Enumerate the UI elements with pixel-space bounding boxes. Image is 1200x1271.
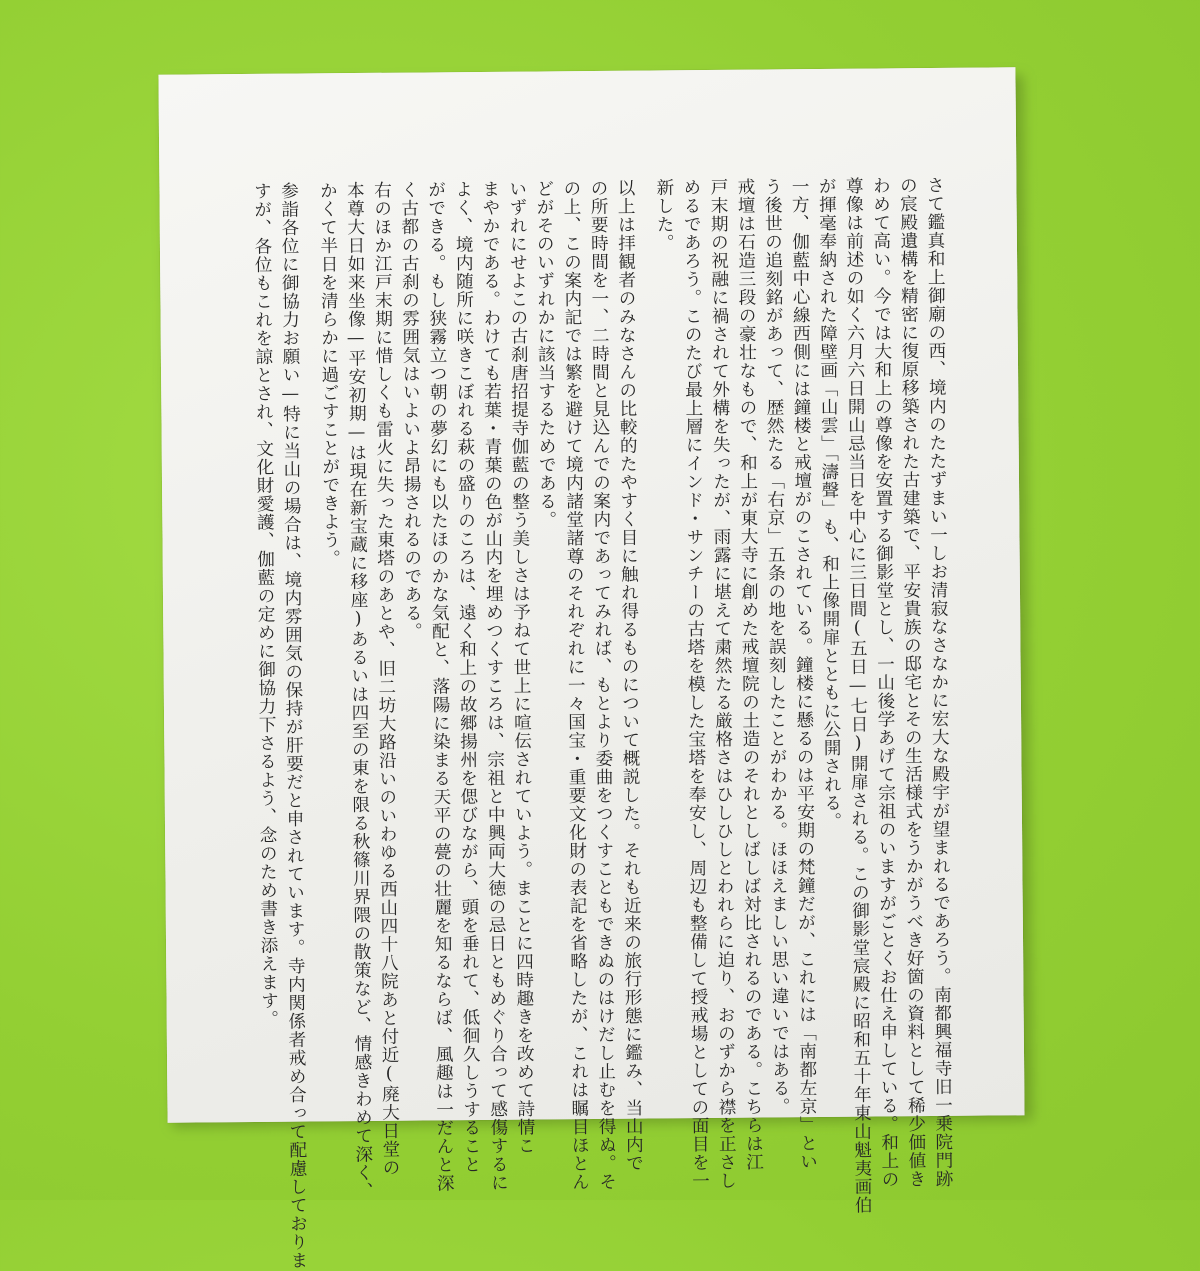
text-column: 戸末期の祝融に禍されて外構を失ったが、雨露に堪えて粛然たる厳格さはひしひしとわれらに迫り、おのずから襟を正さし bbox=[707, 177, 737, 1190]
text-column: の所要時間を一、二時間と見込んでの案内であってみれば、もとより委曲をつくすこともできぬのはけだし止むを得ぬ。そ bbox=[587, 178, 617, 1191]
text-column: さて鑑真和上御廟の西、境内のたたずまい一しお清寂なさなかに宏大な殿宇が望まれるであろう。南都興福寺旧一乗院門跡 bbox=[924, 175, 954, 1189]
text-column: すが、各位もこれを諒とされ、文化財愛護、伽藍の定めに御協力下さるよう、念のため書き添えます。 bbox=[251, 181, 279, 1029]
text-column: よく、境内随所に咲きこぼれる萩の盛りのころは、遠く和上の故郷揚州を偲びながら、頭を垂れて、低徊久しうすること bbox=[452, 180, 482, 1174]
vertical-text-body bbox=[242, 175, 954, 1270]
text-column: 戒壇は石造三段の豪壮なもので、和上が東大寺に創めた戒壇院の土造のそれとしばしば対比されるのである。こちらは江 bbox=[734, 177, 764, 1172]
text-column: う後世の追刻銘があって、歴然たる「右京」五条の地を誤刻したことがわかる。ほほえましい思い違いではある。 bbox=[761, 177, 791, 1116]
text-column: かくて半日を清らかに過ごすことができよう。 bbox=[317, 181, 341, 568]
text-column: 一方、伽藍中心線西側には鐘楼と戒壇がのこされている。鐘楼に懸るのは平安期の梵鐘だが、これには「南都左京」とい bbox=[789, 177, 818, 1171]
text-column: の上、この案内記では繁を避けて境内諸堂諸尊のそれぞれに一々国宝・重要文化財の表記を省略したが、これは瞩目ほとん bbox=[560, 179, 590, 1192]
text-column: 以上は拝観者のみなさんの比較的たやすく目に触れ得るものについて概説した。それも近来の旅行形態に鑑み、当山内で bbox=[614, 178, 644, 1173]
text-column: 尊像は前述の如く六月六日開山忌当日を中心に三日間(五日—七日)開扉される。この御影堂宸殿に昭和五十年東山魁夷画伯 bbox=[843, 176, 873, 1215]
text-column: 参詣各位に御協力お願い—特に当山の場合は、境内雰囲気の保持が肝要だと申されています。寺内関係者戒め合って配慮しておりま bbox=[278, 181, 308, 1270]
text-column: ができる。もし狭霧立つ朝の夢幻にも以たほのかな気配と、落陽に染まる天平の甍の壮麗を知るならば、風趣は一だんと深 bbox=[425, 180, 455, 1193]
text-column: どがそのいずれかに該当するためである。 bbox=[533, 179, 557, 530]
text-column: が揮毫奉納された障壁画「山雲」「濤聲」も、和上像開扉とともに公開される。 bbox=[816, 176, 842, 831]
text-column: 右のほか江戸末期に惜しくも雷火に失った東塔のあとや、旧二坊大路沿いのいわゆる西山四十八院あと付近(廃大日堂の bbox=[371, 180, 401, 1177]
text-column: く古都の古刹の雰囲気はいよいよ昂揚されるのである。 bbox=[398, 180, 423, 641]
text-column: 本尊大日如来坐像—平安初期—は現在新宝蔵に移座)あるいは四至の東を限る秋篠川界隈の散策など、情感きわめて深く、 bbox=[344, 180, 374, 1201]
text-column: まやかである。わけても若葉・青葉の色が山内を埋めつくすころは、宗祖と中興両大徳の忌日ともめぐり合って感傷するに bbox=[479, 179, 509, 1192]
document-sheet bbox=[158, 67, 1024, 1270]
text-column: いずれにせよこの古刹唐招提寺伽藍の整う美しさは予ねて世上に喧伝されていよう。まことに四時趣きを改めて詩情こ bbox=[506, 179, 536, 1155]
text-column: わめて高い。今では大和上の尊像を安置する御影堂とし、一山後学あげて宗祖のいますがごとくお仕え申している。和上の bbox=[870, 176, 900, 1189]
text-column: 新した。 bbox=[653, 178, 675, 253]
text-column: めるであろう。このたび最上層にインド・サンチーの古塔を模した宝塔を奉安し、周辺も整備して授戒場としての面目を一 bbox=[680, 178, 710, 1191]
text-column: の宸殿遺構を精密に復原移築された古建築で、平安貴族の邸宅とその生活様式をうかがうべき好箇の資料として稀少価値き bbox=[897, 176, 927, 1189]
